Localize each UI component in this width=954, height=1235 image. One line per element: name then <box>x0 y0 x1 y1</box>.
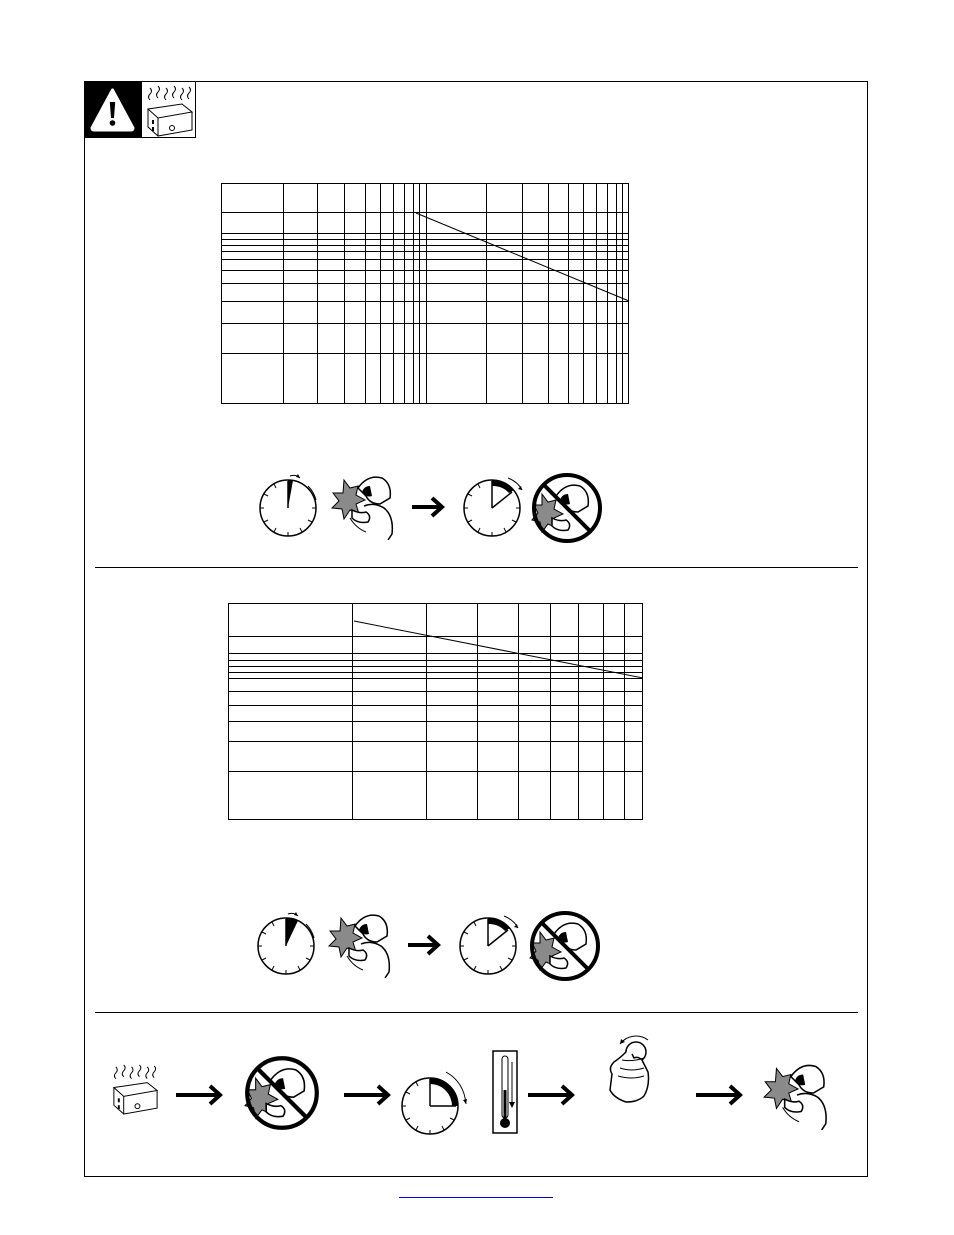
duty-cycle-table-1 <box>221 183 630 406</box>
timer-long-icon <box>456 906 522 978</box>
overheated-unit-icon <box>141 81 196 138</box>
reset-hand-icon <box>604 1030 666 1106</box>
timer-long-icon <box>460 468 526 540</box>
welder-working-icon <box>330 466 398 540</box>
right-arrow-icon <box>694 1084 744 1106</box>
section-divider-2 <box>95 1012 858 1013</box>
timer-cooling-icon <box>398 1064 470 1140</box>
overheated-unit-icon <box>108 1060 162 1118</box>
timer-short-icon <box>256 468 322 540</box>
footer-link[interactable] <box>399 1197 553 1198</box>
right-arrow-icon <box>526 1084 576 1106</box>
no-welding-icon <box>243 1054 321 1132</box>
right-arrow-icon <box>406 934 442 956</box>
right-arrow-icon <box>174 1084 224 1106</box>
no-welding-icon <box>528 910 602 982</box>
timer-short-icon <box>254 906 320 978</box>
right-arrow-icon <box>342 1084 392 1106</box>
welder-working-icon <box>760 1054 834 1130</box>
duty-cycle-table-2 <box>228 603 644 822</box>
section-divider-1 <box>95 567 858 568</box>
right-arrow-icon <box>410 496 446 518</box>
warning-triangle-icon <box>84 81 141 138</box>
welder-working-icon <box>326 904 396 978</box>
thermometer-icon <box>492 1050 518 1134</box>
no-welding-icon <box>530 472 604 544</box>
